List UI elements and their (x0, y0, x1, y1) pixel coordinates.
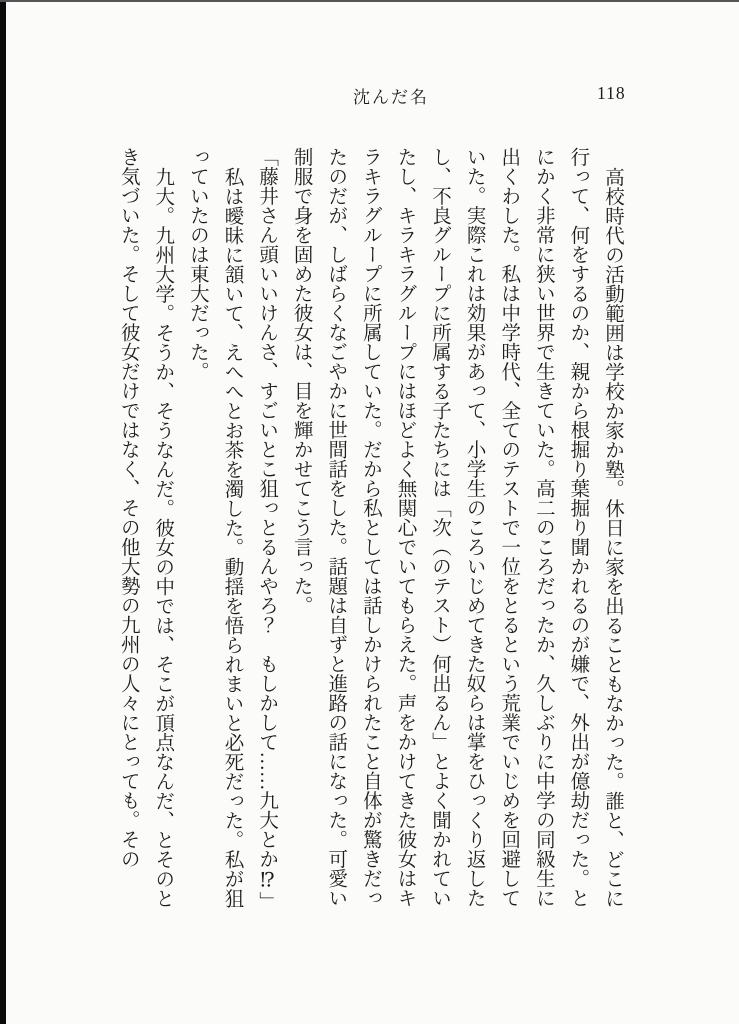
scan-edge-top (0, 0, 739, 2)
page-number: 118 (597, 83, 626, 103)
running-title: 沈んだ名 (353, 88, 429, 107)
scan-edge-left (0, 0, 6, 1024)
paragraph: 高校時代の活動範囲は学校か家か塾。休日に家を出ることもなかった。誰と、どこに行って、何をするのか、親から根掘り葉掘り聞かれるのが嫌で、外出が億劫だった。とにかく非常に狭い世界で生きていた。高二のころだったか、久しぶりに中学の同級生に出くわした。私は中学時代、全てのテストで一位をとるという荒業でいじめを回避していた。実際これは効果があって、小学生のころいじめてきた奴らは掌をひっくり返したし、不良グループに所属する子たちには「次（のテスト）何出るん」とよく聞かれていたし、キラキラグループにはほどよく無関心でいてもらえた。声をかけてきた彼女はキラキラグループに所属していた。だから私としては話しかけられたこと自体が驚きだったのだが、しばらくなごやかに世間話をした。話題は自ずと進路の話になった。可愛い制服で身を固めた彼女は、目を輝かせてこう言った。 (290, 147, 623, 908)
paragraph: 私は曖昧に頷いて、えへへとお茶を濁した。動揺を悟られまいと必死だった。私が狙っていたのは東大だった。 (186, 147, 243, 908)
paragraph: 「藤井さん頭いいけんさ、すごいとこ狙っとるんやろ？ もしかして……九大とか⁉」 (256, 147, 278, 911)
paragraph: 九大。九州大学。そうか、そうなんだ。彼女の中では、そこが頂点なんだ、とそのとき気づいた。そして彼女だけではなく、その他大勢の九州の人々にとっても。その (117, 147, 174, 908)
body-text (110, 147, 629, 915)
